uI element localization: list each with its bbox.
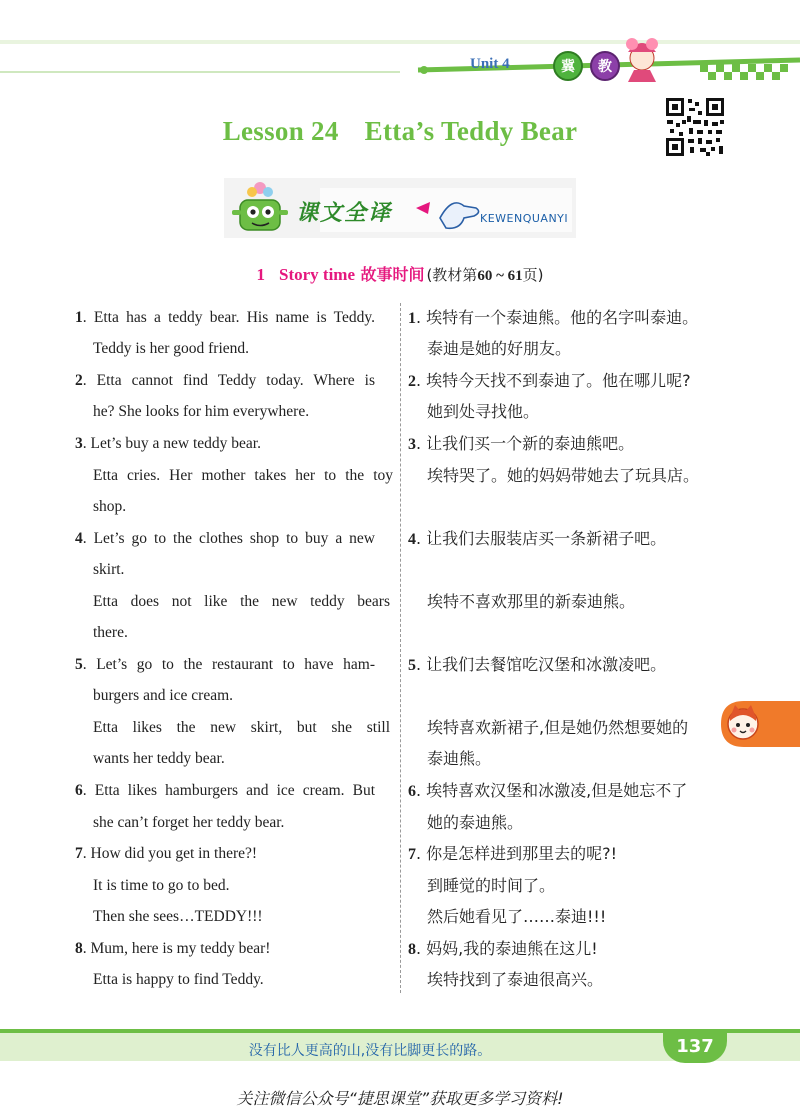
en-item-5-line-4: wants her teddy bear. [93,750,225,767]
en-item-2-line-2: he? She looks for him everywhere. [93,403,310,420]
zh-item-2-line-2: 她到处寻找他。 [427,402,540,421]
qr-code-icon[interactable] [664,96,726,158]
lesson-name: Etta’s Teddy Bear [364,116,578,146]
kewen-banner-title: 课文全译 [296,201,393,226]
section-title-zh: 故事时间 [360,265,425,284]
en-item-4-line-4: there. [93,624,128,641]
zh-item-2-line-1: 2. 埃特今天找不到泰迪了。他在哪儿呢? [408,371,691,390]
lesson-number: Lesson 24 [222,116,339,146]
en-item-6-line-2: she can’t forget her teddy bear. [93,814,285,831]
en-item-1-line-2: Teddy is her good friend. [93,340,250,357]
en-item-8-line-2: Etta is happy to find Teddy. [93,971,264,988]
en-item-6-line-1: 6. Etta likes hamburgers and ice cream. But [75,782,375,799]
section-ref-pages: 60 ~ 61 [477,268,523,284]
en-item-4-line-1: 4. Let’s go to the clothes shop to buy a new [75,530,375,547]
watermark-text: 关注微信公众号“捷思课堂”获取更多学习资料! [236,1089,564,1108]
column-divider [400,303,401,993]
zh-item-8-line-1: 8. 妈妈,我的泰迪熊在这儿! [408,939,598,958]
zh-item-3-line-2: 埃特哭了。她的妈妈带她去了玩具店。 [427,466,700,485]
en-item-3-line-1: 3. Let’s buy a new teddy bear. [75,435,261,452]
en-item-7-line-3: Then she sees…TEDDY!!! [93,908,263,925]
en-item-5-line-1: 5. Let’s go to the restaurant to have ham- [75,656,375,673]
header-band [0,0,800,92]
en-item-3-line-3: shop. [93,498,127,515]
page-number: 137 [663,1029,727,1063]
en-item-4-line-2: skirt. [93,561,125,578]
zh-item-1-line-2: 泰迪是她的好朋友。 [427,339,572,358]
section-page-ref: (教材第60 ~ 61页) [426,266,544,284]
en-item-2-line-1: 2. Etta cannot find Teddy today. Where is [75,372,375,389]
zh-item-4-line-2: 埃特不喜欢那里的新泰迪熊。 [427,592,636,611]
cartoon-girl-icon [626,38,658,82]
zh-item-5-line-1: 5. 让我们去餐馆吃汉堡和冰激凌吧。 [408,655,667,674]
zh-item-6-line-1: 6. 埃特喜欢汉堡和冰激凌,但是她忘不了 [408,781,688,800]
ji-badge: 冀 [553,51,583,81]
en-item-7-line-2: It is time to go to bed. [93,877,230,894]
zh-item-5-line-3: 泰迪熊。 [427,749,492,768]
kewen-banner [224,178,576,238]
jiao-badge: 教 [590,51,620,81]
zh-item-1-line-1: 1. 埃特有一个泰迪熊。他的名字叫泰迪。 [408,308,699,327]
zh-item-8-line-2: 埃特找到了泰迪很高兴。 [427,970,604,989]
en-item-3-line-2: Etta cries. Her mother takes her to the toy [93,467,393,484]
en-item-8-line-1: 8. Mum, here is my teddy bear! [75,940,271,957]
en-item-4-line-3: Etta does not like the new teddy bears [93,593,390,610]
zh-item-3-line-1: 3. 让我们买一个新的泰迪熊吧。 [408,434,635,453]
kewen-banner-pinyin: KEWENQUANYI [480,212,569,225]
en-item-7-line-1: 7. How did you get in there?! [75,845,258,862]
zh-item-7-line-2: 到睡觉的时间了。 [427,876,556,895]
zh-item-6-line-2: 她的泰迪熊。 [427,813,524,832]
footer-motto: 没有比人更高的山,没有比脚更长的路。 [248,1043,492,1059]
zh-item-4-line-1: 4. 让我们去服装店买一条新裙子吧。 [408,529,667,548]
unit-label: Unit 4 [470,56,510,72]
en-item-5-line-2: burgers and ice cream. [93,687,234,704]
zh-item-5-line-2: 埃特喜欢新裙子,但是她仍然想要她的 [427,718,689,737]
en-item-1-line-1: 1. Etta has a teddy bear. His name is Teddy. [75,309,375,326]
section-title [0,262,800,285]
side-tab [721,701,800,747]
zh-item-7-line-3: 然后她看见了……泰迪!!! [427,907,607,926]
zh-item-7-line-1: 7. 你是怎样进到那里去的呢?! [408,844,618,863]
section-number: 1 [256,265,266,284]
section-title-en: Story time [279,265,356,284]
en-item-5-line-3: Etta likes the new skirt, but she still [93,719,390,736]
